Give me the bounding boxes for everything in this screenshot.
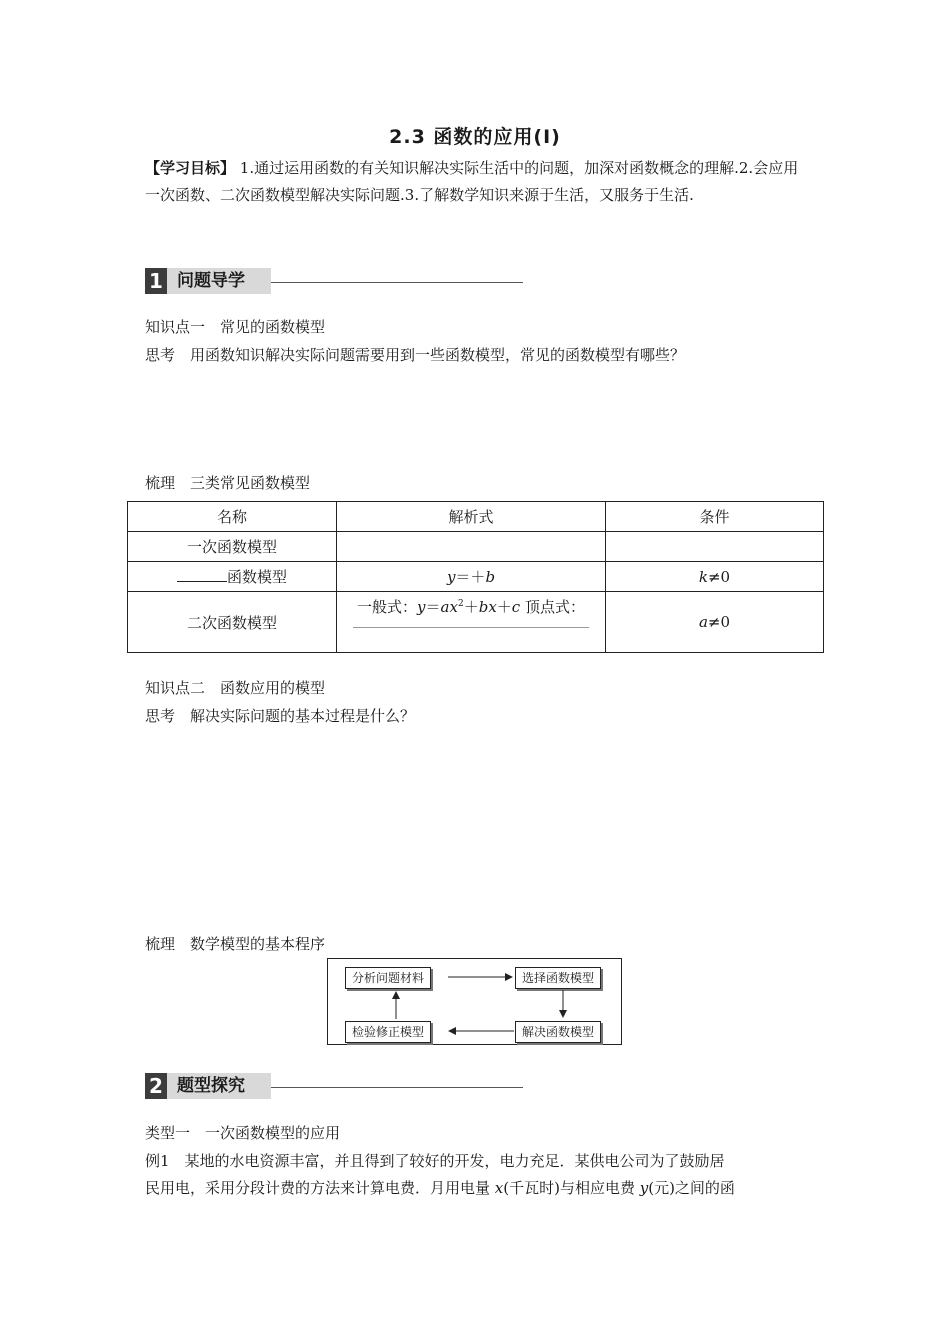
model-condition: [606, 562, 824, 592]
flow-box-verify: 检验修正模型: [345, 1021, 431, 1043]
example-text: 民用电，采用分段计费的方法来计算电费．月用电量: [145, 1179, 495, 1197]
learning-goals-tag: 【学习目标】: [145, 159, 236, 177]
condition-text: ≠0: [707, 567, 731, 586]
model-condition: [606, 532, 824, 562]
var-y: y: [446, 568, 456, 586]
model-formula: [337, 592, 606, 653]
condition-text: ≠0: [707, 613, 731, 631]
function-models-table: [127, 501, 824, 653]
example-text: (元)之间的函: [648, 1179, 735, 1197]
flowchart: [327, 958, 622, 1045]
model-condition: [606, 592, 824, 653]
var-y: y: [417, 598, 426, 616]
knowledge-point-2-think: 思考 解决实际问题的基本过程是什么？: [145, 707, 416, 725]
model-formula: [337, 532, 606, 562]
var-x: x: [494, 1179, 504, 1197]
learning-goals: [145, 155, 810, 209]
eq-sign: ＝: [425, 598, 441, 616]
example-text: (千瓦时)与相应电费: [503, 1179, 640, 1197]
page-title: 2.3 函数的应用(Ⅰ): [389, 126, 561, 148]
var-k: k: [698, 567, 708, 586]
var-b: b: [478, 598, 489, 616]
fill-blank: [177, 567, 227, 582]
table-row: [128, 592, 824, 653]
flow-box-choose: 选择函数模型: [515, 967, 601, 989]
type-1-heading: 类型一 一次函数模型的应用: [145, 1124, 341, 1142]
var-x: x: [449, 598, 458, 616]
var-a: a: [440, 598, 450, 616]
fill-blank: [353, 627, 589, 628]
exponent: 2: [457, 599, 464, 609]
example-1-line-2: [145, 1177, 735, 1198]
table-header: 条件: [606, 502, 824, 532]
learning-goals-text: 1.通过运用函数的有关知识解决实际生活中的问题，加深对函数概念的理解.2.会应用一次函数、二次函数模型解决实际问题.3.了解数学知识来源于生活，又服务于生活.: [145, 159, 799, 204]
table-header-row: [128, 502, 824, 532]
table-header: 解析式: [337, 502, 606, 532]
section-label: 问题导学: [167, 268, 271, 294]
var-c: c: [511, 598, 521, 616]
section-label: 题型探究: [167, 1073, 271, 1099]
plus-sign: ＋: [496, 598, 512, 616]
flow-arrows: [328, 959, 621, 1044]
plus-sign: ＋: [463, 598, 479, 616]
section-divider: [271, 1087, 523, 1088]
table-header: 名称: [128, 502, 337, 532]
var-b: b: [485, 568, 496, 586]
knowledge-point-1-heading: 知识点一 常见的函数模型: [145, 318, 326, 336]
summary-1: 梳理 三类常见函数模型: [145, 474, 311, 492]
model-name: 一次函数模型: [128, 532, 337, 562]
var-a: a: [698, 613, 708, 631]
vertex-form-label: 顶点式：: [520, 598, 585, 616]
general-form-label: 一般式：: [357, 598, 418, 616]
var-y: y: [639, 1179, 649, 1197]
knowledge-point-1-think: 思考 用函数知识解决实际问题需要用到一些函数模型，常见的函数模型有哪些？: [145, 346, 686, 364]
model-name-text: 函数模型: [226, 568, 287, 586]
var-x: x: [488, 598, 497, 616]
section-number: 2: [145, 1073, 167, 1099]
example-1-line-1: 例1 某地的水电资源丰富，并且得到了较好的开发，电力充足．某供电公司为了鼓励居: [145, 1152, 725, 1170]
section-number: 1: [145, 268, 167, 294]
flow-box-solve: 解决函数模型: [515, 1021, 601, 1043]
model-formula: [337, 562, 606, 592]
table-row: [128, 562, 824, 592]
summary-2: 梳理 数学模型的基本程序: [145, 935, 326, 953]
model-name: 二次函数模型: [128, 592, 337, 653]
table-row: [128, 532, 824, 562]
model-name: [128, 562, 337, 592]
formula-text: ＝＋: [455, 568, 486, 586]
knowledge-point-2-heading: 知识点二 函数应用的模型: [145, 679, 326, 697]
section-divider: [271, 282, 523, 283]
flow-box-analyze: 分析问题材料: [345, 967, 431, 989]
